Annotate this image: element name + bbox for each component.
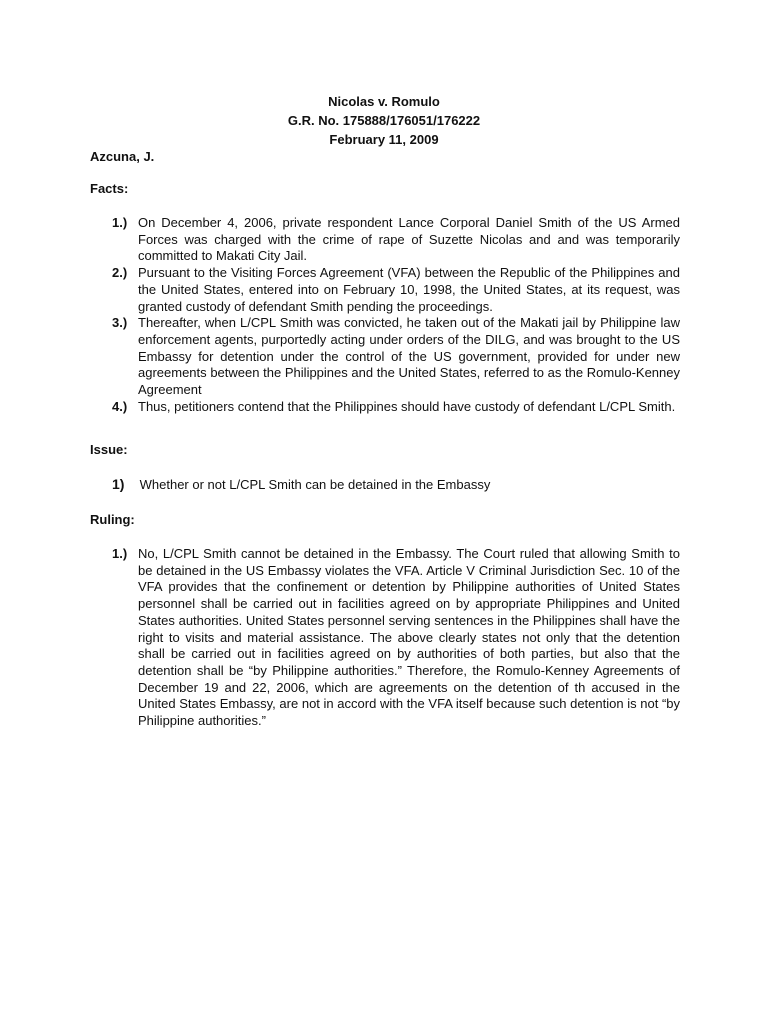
list-text: Thereafter, when L/CPL Smith was convicted, he taken out of the Makati jail by Philippine law enforcement agents, purportedly acting under orders of the DILG, and was brought to the US Embassy for detention under the control of the US government, provided for under new agreements between the Philippines and the United States, referred to as the Romulo-Kenney Agreement xyxy=(138,315,680,398)
facts-heading: Facts: xyxy=(90,181,129,196)
list-number: 2.) xyxy=(112,265,128,281)
list-number: 4.) xyxy=(112,398,128,414)
list-text: On December 4, 2006, private respondent Lance Corporal Daniel Smith of the US Armed Forces was charged with the crime of rape of Suzette Nicolas and and was temporarily committed to Makati City Jail. xyxy=(138,215,680,264)
case-date: February 11, 2009 xyxy=(329,132,439,147)
case-name: Nicolas v. Romulo xyxy=(328,94,440,109)
issue-item xyxy=(112,476,490,492)
list-number: 3.) xyxy=(112,315,128,331)
case-title-block xyxy=(0,92,768,149)
case-gr-number: G.R. No. 175888/176051/176222 xyxy=(287,113,481,128)
ruling-list xyxy=(112,546,680,730)
ponente: Azcuna, J. xyxy=(90,149,155,164)
list-item xyxy=(112,265,680,315)
list-item xyxy=(112,215,680,265)
list-item xyxy=(112,546,680,730)
issue-text: Whether or not L/CPL Smith can be detained in the Embassy xyxy=(139,477,491,492)
ruling-heading: Ruling: xyxy=(90,512,135,527)
list-number: 1.) xyxy=(112,546,128,561)
list-text: Thus, petitioners contend that the Philippines should have custody of defendant L/CPL Smith. xyxy=(138,398,676,414)
list-item xyxy=(112,399,680,416)
facts-list xyxy=(112,215,680,415)
issue-heading: Issue: xyxy=(90,442,128,457)
list-text: No, L/CPL Smith cannot be detained in the Embassy. The Court ruled that allowing Smith to be detained in the US Embassy violates the VFA. Article V Criminal Jurisdiction Sec. 10 of the VFA provides that the confinement or detention by Philippine authorities of United States personnel shall be carried out in facilities agreed on by appropriate Philippines and United States authorities. United States personnel serving sentences in the Philippines shall have the right to visits and material assistance. The above clearly states not only that the detention shall be carried out in facilities agreed on by authorities of both parties, but also that the detention shall be “by Philippine authorities.” Therefore, the Romulo-Kenney Agreements of December 19 and 22, 2006, which are agreements on the detention of th accused in the United States Embassy, are not in accord with the VFA itself because such detention is not “by Philippine authorities.” xyxy=(138,546,680,729)
list-text: Pursuant to the Visiting Forces Agreement (VFA) between the Republic of the Philippines and the United States, entered into on February 10, 1998, the United States, at its request, was granted custody of defendant Smith pending the proceedings. xyxy=(138,265,680,314)
list-number: 1.) xyxy=(112,215,128,230)
issue-number: 1) xyxy=(112,476,125,492)
list-item xyxy=(112,315,680,399)
